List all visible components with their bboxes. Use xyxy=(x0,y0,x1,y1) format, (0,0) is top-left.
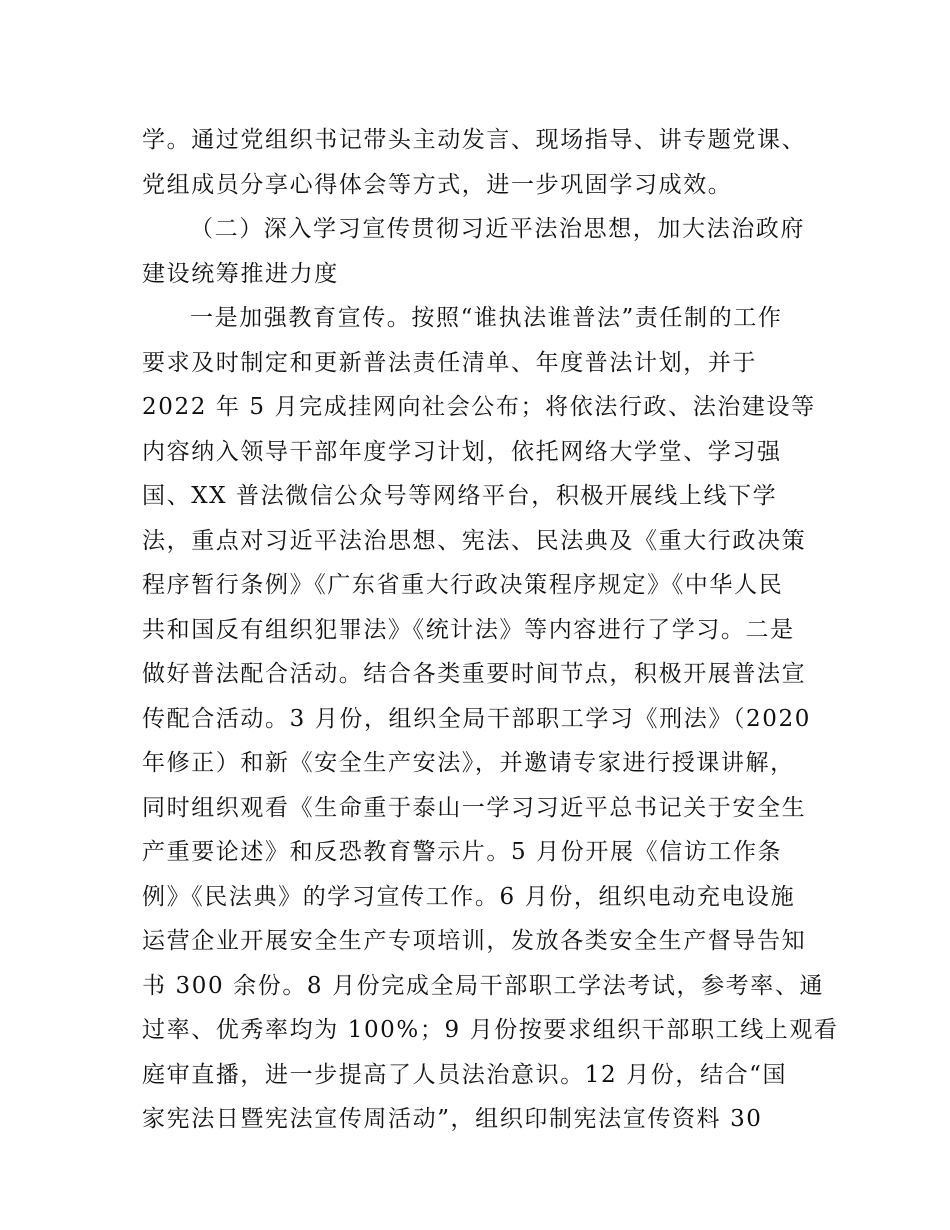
text-line: 传配合活动。3 月份，组织全局干部职工学习《刑法》（2020 xyxy=(142,705,811,732)
text-line: 做好普法配合活动。结合各类重要时间节点，积极开展普法宣 xyxy=(142,661,807,687)
text-line: 同时组织观看《生命重于泰山一学习习近平总书记关于安全生 xyxy=(142,794,807,821)
text-line: 庭审直播，进一步提高了人员法治意识。12 月份，结合“国 xyxy=(142,1061,788,1088)
text-line: 内容纳入领导干部年度学习计划，依托网络大学堂、学习强 xyxy=(142,438,782,465)
text-line: 家宪法日暨宪法宣传周活动”，组织印制宪法宣传资料 30 xyxy=(142,1106,763,1132)
text-line: 年修正）和新《安全生产安法》，并邀请专家进行授课讲解， xyxy=(142,750,795,776)
text-line: 国、XX 普法微信公众号等网络平台，积极开展线上线下学 xyxy=(142,483,778,509)
section-heading: （二）深入学习宣传贯彻习近平法治思想，加大法治政府 xyxy=(190,216,805,242)
text-line: 产重要论述》和反恐教育警示片。5 月份开展《信访工作条 xyxy=(142,839,783,865)
text-line: 共和国反有组织犯罪法》《统计法》等内容进行了学习。二是 xyxy=(142,616,795,643)
text-line: 党组成员分享心得体会等方式，进一步巩固学习成效。 xyxy=(142,171,733,198)
text-line: 过率、优秀率均为 100%；9 月份按要求组织干部职工线上观看 xyxy=(142,1017,839,1043)
text-line: 例》《民法典》的学习宣传工作。6 月份，组织电动充电设施 xyxy=(142,883,796,910)
body-text xyxy=(142,118,839,1142)
text-line: 要求及时制定和更新普法责任清单、年度普法计划，并于 xyxy=(142,349,757,376)
text-line: 程序暂行条例》《广东省重大行政决策程序规定》《中华人民 xyxy=(142,572,784,598)
section-heading-continued: 建设统筹推进力度 xyxy=(142,260,339,287)
text-line: 书 300 余份。8 月份完成全局干部职工学法考试，参考率、通 xyxy=(142,972,825,999)
text-line: 运营企业开展安全生产专项培训，发放各类安全生产督导告知 xyxy=(142,928,807,954)
text-line: 法，重点对习近平法治思想、宪法、民法典及《重大行政决策 xyxy=(142,527,807,554)
paragraph-start: 一是加强教育宣传。按照“谁执法谁普法”责任制的工作 xyxy=(190,305,783,331)
text-line: 学。通过党组织书记带头主动发言、现场指导、讲专题党课、 xyxy=(142,127,807,153)
text-line: 2022 年 5 月完成挂网向社会公布；将依法行政、法治建设等 xyxy=(142,394,816,420)
